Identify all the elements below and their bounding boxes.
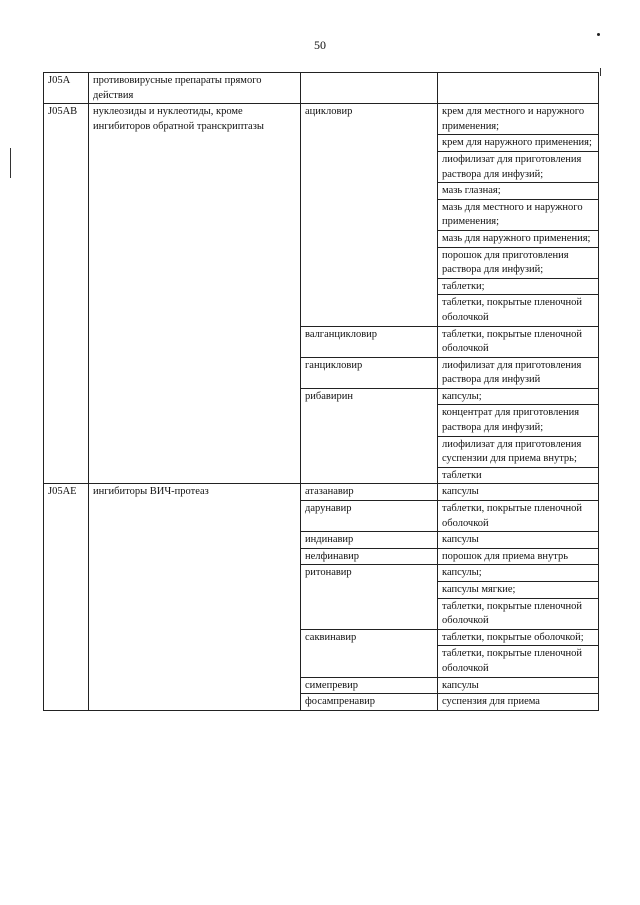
margin-mark [600,68,601,76]
dosage-form: таблетки, покрытые пленочной оболочкой [438,326,599,357]
drug-name: атазанавир [301,484,438,501]
group-name: ингибиторы ВИЧ-протеаз [89,484,301,710]
table-row [44,73,599,104]
dosage-form: лиофилизат для приготовления суспензии для приема внутрь; [438,436,599,467]
dosage-form: капсулы [438,532,599,549]
dosage-form: мазь для местного и наружного применения; [438,199,599,230]
drug-name: ацикловир [301,104,438,326]
margin-mark [10,148,11,178]
dosage-form: мазь для наружного применения; [438,230,599,247]
scan-dot [597,33,600,36]
group-name: нуклеозиды и нуклеотиды, кроме ингибиторов обратной транскриптазы [89,104,301,484]
dosage-form: порошок для приема внутрь [438,548,599,565]
dosage-form: таблетки, покрытые пленочной оболочкой [438,295,599,326]
drug-name: индинавир [301,532,438,549]
drug-name: рибавирин [301,388,438,484]
table-row [44,104,599,135]
table-row [44,484,599,501]
dosage-form: таблетки, покрытые оболочкой; [438,629,599,646]
dosage-form: лиофилизат для приготовления раствора для инфузий [438,357,599,388]
drug-name: валганцикловир [301,326,438,357]
dosage-form: капсулы [438,677,599,694]
drug-name: нелфинавир [301,548,438,565]
dosage-form: таблетки, покрытые пленочной оболочкой [438,598,599,629]
medicines-table [43,72,599,711]
dosage-form: лиофилизат для приготовления раствора для инфузий; [438,151,599,182]
drug-name: ганцикловир [301,357,438,388]
page-number: 50 [314,38,326,52]
dosage-form: капсулы [438,484,599,501]
drug-name: саквинавир [301,629,438,677]
dosage-form: крем для местного и наружного применения; [438,104,599,135]
drug-name: ритонавир [301,565,438,629]
group-name: противовирусные препараты прямого действия [89,73,301,104]
dosage-form: порошок для приготовления раствора для инфузий; [438,247,599,278]
dosage-form: капсулы мягкие; [438,582,599,599]
dosage-form: мазь глазная; [438,183,599,200]
dosage-form: таблетки, покрытые пленочной оболочкой [438,646,599,677]
dosage-form: таблетки, покрытые пленочной оболочкой [438,501,599,532]
drug-name [301,73,438,104]
dosage-form [438,73,599,104]
dosage-form: крем для наружного применения; [438,135,599,152]
dosage-form: таблетки; [438,278,599,295]
dosage-form: концентрат для приготовления раствора для инфузий; [438,405,599,436]
drug-name: симепревир [301,677,438,694]
table-body [44,73,599,711]
drug-name: дарунавир [301,501,438,532]
dosage-form: суспензия для приема [438,694,599,711]
dosage-form: таблетки [438,467,599,484]
drug-name: фосампренавир [301,694,438,711]
atc-code: J05A [44,73,89,104]
atc-code: J05AE [44,484,89,710]
dosage-form: капсулы; [438,388,599,405]
atc-code: J05AB [44,104,89,484]
dosage-form: капсулы; [438,565,599,582]
